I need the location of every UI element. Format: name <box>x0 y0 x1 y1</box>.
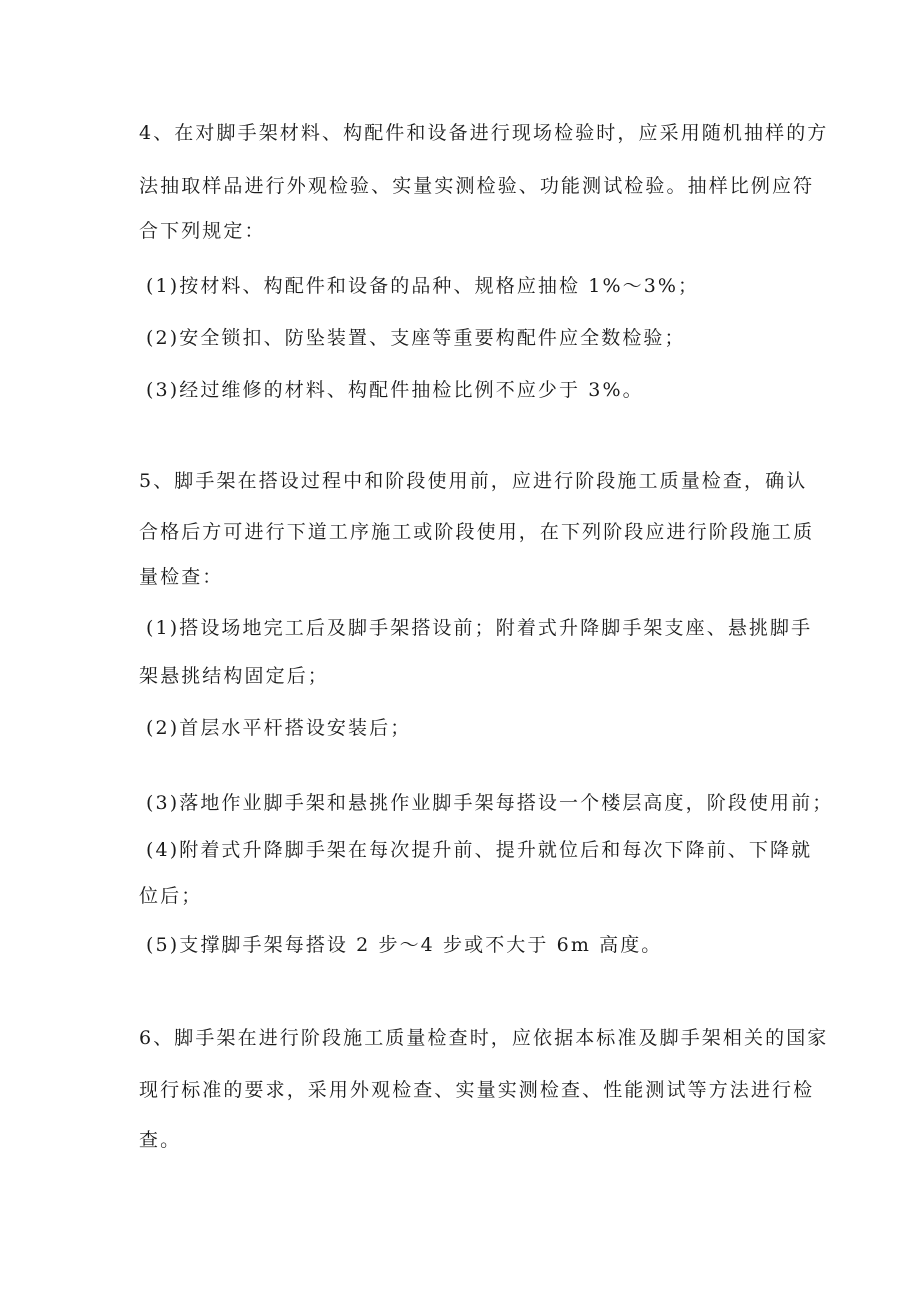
section-5-item-5: (5)支撑脚手架每搭设 2 步～4 步或不大于 6m 高度。 <box>146 934 663 956</box>
section-4-line-2: 法抽取样品进行外观检验、实量实测检验、功能测试检验。抽样比例应符 <box>139 175 815 197</box>
section-4-line-3: 合下列规定： <box>139 220 266 242</box>
section-5-item-2: (2)首层水平杆搭设安装后； <box>146 717 412 739</box>
section-6-line-3: 查。 <box>139 1129 182 1151</box>
section-6-line-2: 现行标准的要求，采用外观检查、实量实测检查、性能测试等方法进行检 <box>139 1079 815 1101</box>
section-6-line-1: 6、脚手架在进行阶段施工质量检查时，应依据本标准及脚手架相关的国家 <box>139 1027 829 1049</box>
section-4-item-1: (1)按材料、构配件和设备的品种、规格应抽检 1%～3%； <box>146 275 700 297</box>
section-5-line-2: 合格后方可进行下道工序施工或阶段使用，在下列阶段应进行阶段施工质 <box>139 521 815 543</box>
section-5-item-3: (3)落地作业脚手架和悬挑作业脚手架每搭设一个楼层高度，阶段使用前； <box>146 792 834 814</box>
section-5-item-1-line-1: (1)搭设场地完工后及脚手架搭设前；附着式升降脚手架支座、悬挑脚手 <box>146 617 813 639</box>
section-4-item-2: (2)安全锁扣、防坠装置、支座等重要构配件应全数检验； <box>146 327 686 349</box>
section-4-line-1: 4、在对脚手架材料、构配件和设备进行现场检验时，应采用随机抽样的方 <box>139 122 829 144</box>
section-5-line-3: 量检查： <box>139 566 224 588</box>
section-5-item-1-line-2: 架悬挑结构固定后； <box>139 665 329 687</box>
section-5-item-4-line-1: (4)附着式升降脚手架在每次提升前、提升就位后和每次下降前、下降就 <box>146 839 813 861</box>
section-5-line-1: 5、脚手架在搭设过程中和阶段使用前，应进行阶段施工质量检查，确认 <box>139 470 808 492</box>
section-4-item-3: (3)经过维修的材料、构配件抽检比例不应少于 3%。 <box>146 379 644 401</box>
section-5-item-4-line-2: 位后； <box>139 885 203 907</box>
